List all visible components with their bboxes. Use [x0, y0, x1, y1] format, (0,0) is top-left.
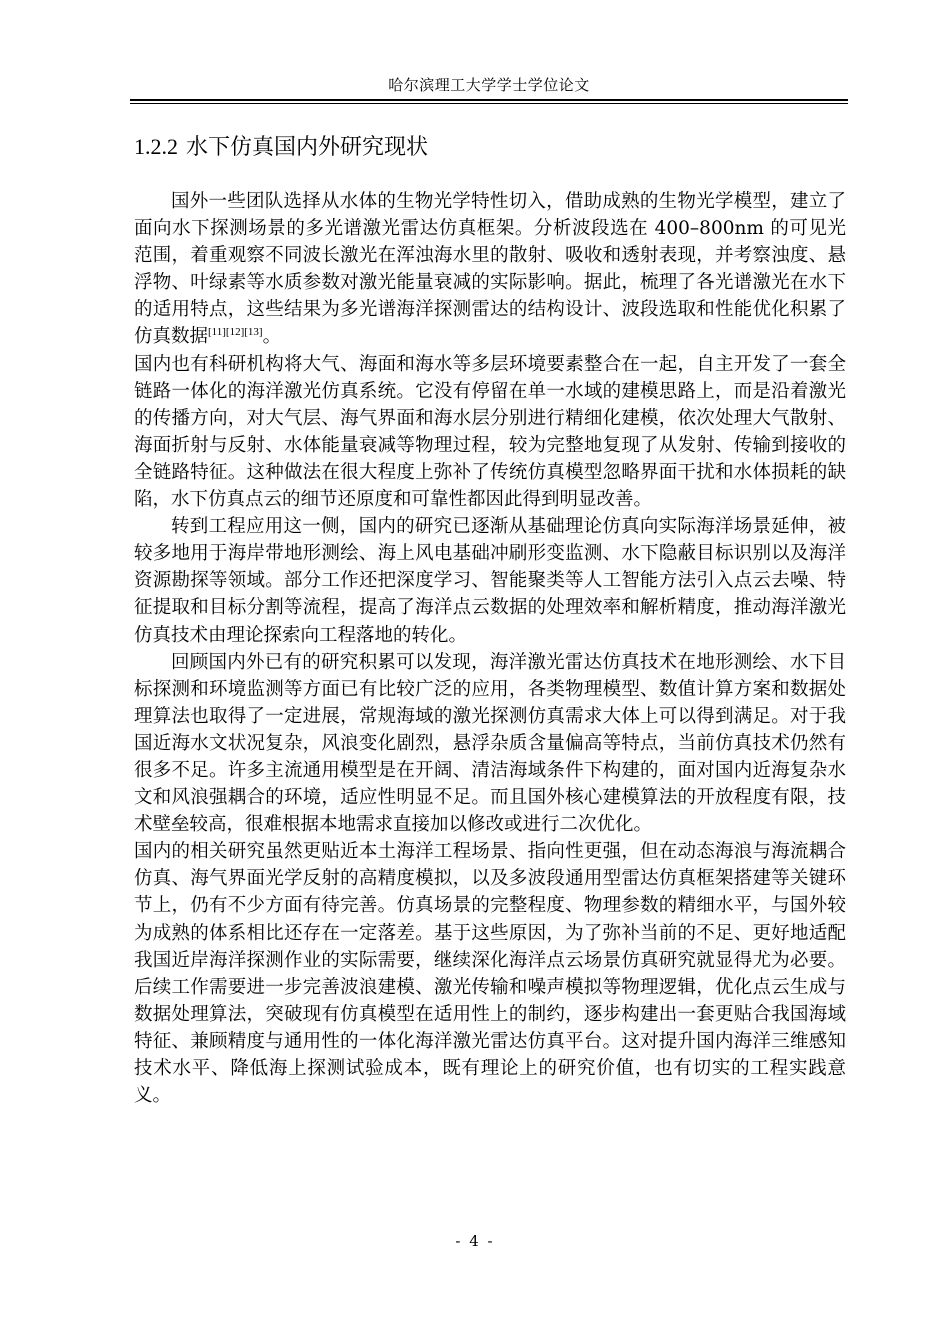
section-title: 水下仿真国内外研究现状 — [186, 135, 429, 160]
paragraph-text: 国内的相关研究虽然更贴近本土海洋工程场景、指向性更强，但在动态海浪与海流耦合仿真、海气界面光学反射的高精度模拟，以及多波段通用型雷达仿真框架搭建等关键环节上，仍有不少方面有待完善。仿真场景的完整程度、物理参数的精细水平，与国外较为成熟的体系相比还存在一定落差。基于这些原因，为了弥补当前的不足、更好地适配我国近岸海洋探测作业的实际需要，继续深化海洋点云场景仿真研究就显得尤为必要。后续工作需要进一步完善波浪建模、激光传输和噪声模拟等物理逻辑，优化点云生成与数据处理算法，突破现有仿真模型在适用性上的制约，逐步构建出一套更贴合我国海域特征、兼顾精度与通用性的一体化海洋激光雷达仿真平台。这对提升国内海洋三维感知技术水平、降低海上探测试验成本，既有理论上的研究价值，也有切实的工程实践意义。 — [134, 841, 846, 1107]
paragraph-text: 转到工程应用这一侧，国内的研究已逐渐从基础理论仿真向实际海洋场景延伸，被较多地用于海岸带地形测绘、海上风电基础冲刷形变监测、水下隐蔽目标识别以及海洋资源勘探等领域。部分工作还把深度学习、智能聚类等人工智能方法引入点云去噪、特征提取和目标分割等流程，提高了海洋点云数据的处理效率和解析精度，推动海洋激光仿真技术由理论探索向工程落地的转化。 — [134, 516, 846, 646]
page-number: - 4 - — [455, 1232, 495, 1250]
paragraph-domestic-system — [134, 351, 846, 514]
paragraph-text: 国内也有科研机构将大气、海面和海水等多层环境要素整合在一起，自主开发了一套全链路一体化的海洋激光仿真系统。它没有停留在单一水域的建模思路上，而是沿着激光的传播方向，对大气层、海气界面和海水层分别进行精细化建模，依次处理大气散射、海面折射与反射、水体能量衰减等物理过程，较为完整地复现了从发射、传输到接收的全链路特征。这种做法在很大程度上弥补了传统仿真模型忽略界面干扰和水体损耗的缺陷，水下仿真点云的细节还原度和可靠性都因此得到明显改善。 — [134, 353, 846, 511]
body-text — [134, 188, 846, 1109]
paragraph-review — [134, 649, 846, 839]
citation-reference: [11][12][13] — [208, 326, 263, 339]
paragraph-foreign-research — [134, 188, 846, 351]
paragraph-engineering-application — [134, 513, 846, 648]
section-number: 1.2.2 — [134, 134, 178, 159]
header-rule-thick — [130, 99, 848, 101]
paragraph-outlook — [134, 838, 846, 1109]
paragraph-text: 国外一些团队选择从水体的生物光学特性切入，借助成熟的生物光学模型，建立了面向水下探测场景的多光谱激光雷达仿真框架。分析波段选在 400–800nm 的可见光范围，着重观察不同波长激光在浑浊海水里的散射、吸收和透射表现，并考察浊度、悬浮物、叶绿素等水质参数对激光能量衰减的实际影响。据此，梳理了各光谱激光在水下的适用特点，这些结果为多光谱海洋探测雷达的结构设计、波段选取和性能优化积累了仿真数据 — [134, 191, 846, 348]
section-heading — [134, 133, 428, 162]
running-header: 哈尔滨理工大学学士学位论文 — [388, 76, 590, 94]
paragraph-text: 回顾国内外已有的研究积累可以发现，海洋激光雷达仿真技术在地形测绘、水下目标探测和环境监测等方面已有比较广泛的应用，各类物理模型、数值计算方案和数据处理算法也取得了一定进展，常规海域的激光探测仿真需求大体上可以得到满足。对于我国近海水文状况复杂，风浪变化剧烈，悬浮杂质含量偏高等特点，当前仿真技术仍然有很多不足。许多主流通用模型是在开阔、清洁海域条件下构建的，面对国内近海复杂水文和风浪强耦合的环境，适应性明显不足。而且国外核心建模算法的开放程度有限，技术壁垒较高，很难根据本地需求直接加以修改或进行二次优化。 — [134, 651, 846, 836]
paragraph-end-punctuation: 。 — [262, 326, 282, 348]
header-rule-thin — [130, 103, 848, 104]
